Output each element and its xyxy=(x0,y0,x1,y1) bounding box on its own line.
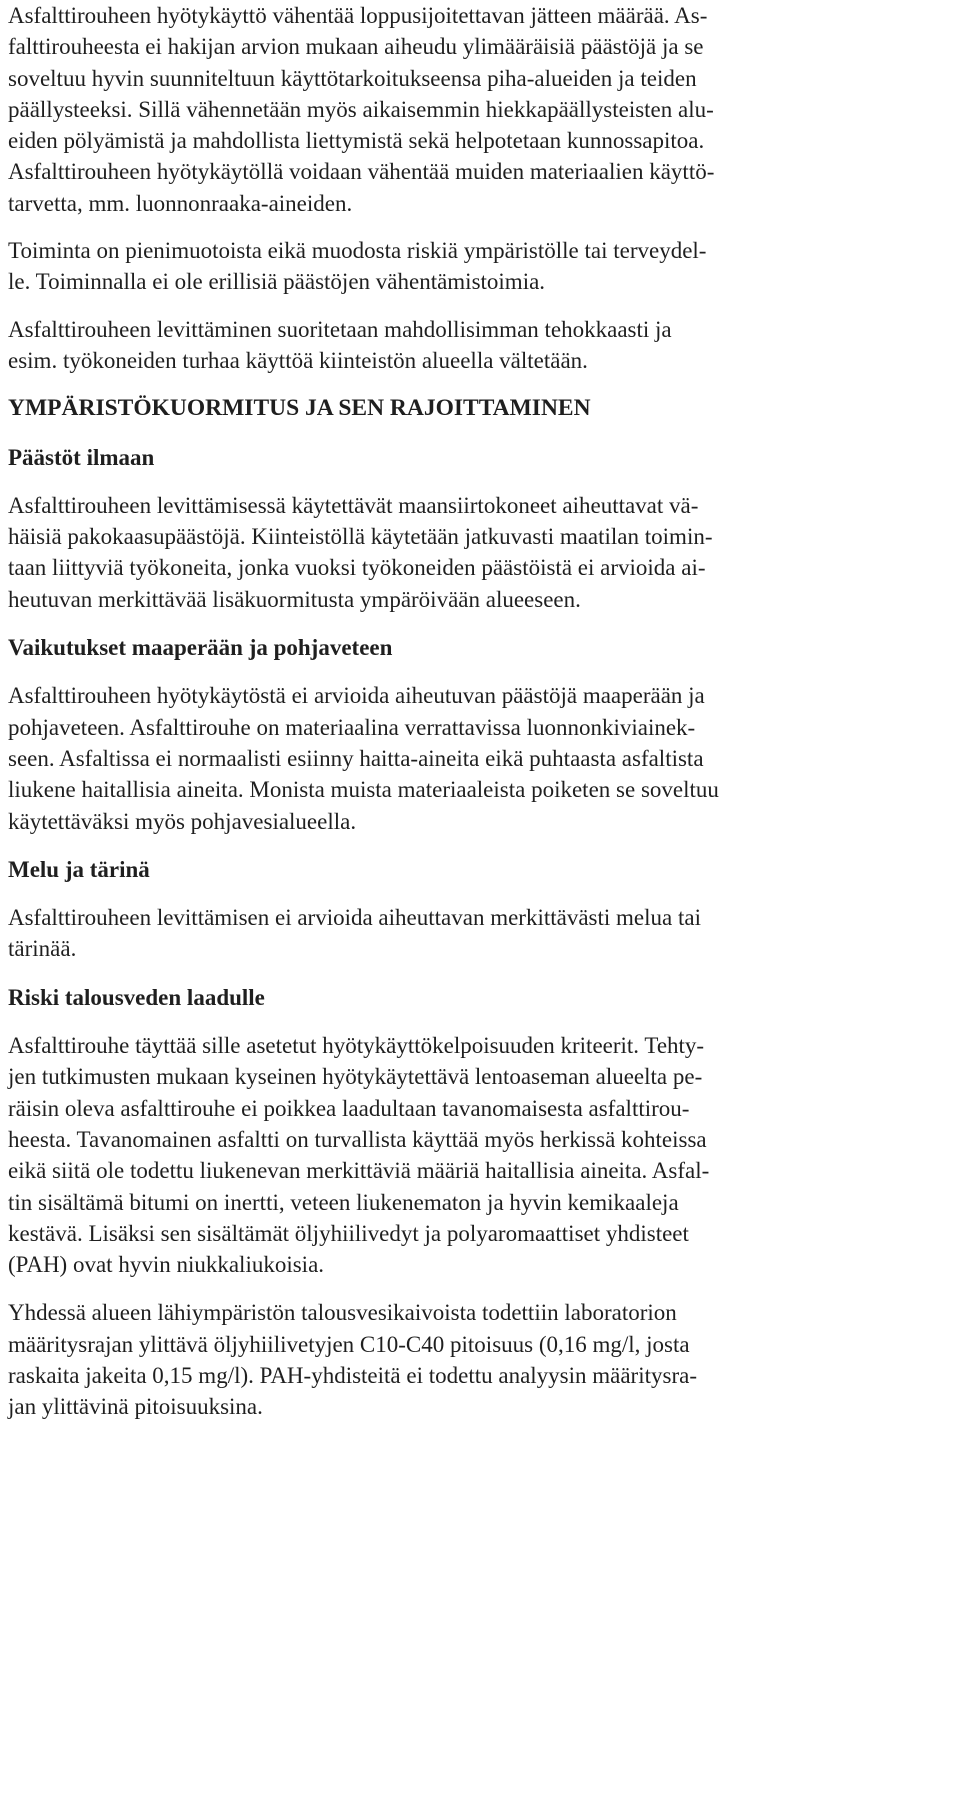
text-line: esim. työkoneiden turhaa käyttöä kiinteistön alueella vältetään. xyxy=(8,347,588,373)
section-heading-air: Päästöt ilmaan xyxy=(8,444,155,470)
text-line: tärinää. xyxy=(8,936,77,962)
text-line: Asfalttirouheen hyötykäytöllä voidaan vähentää muiden materiaalien käyttö- xyxy=(8,159,715,185)
text-line: falttirouheesta ei hakijan arvion mukaan aiheudu ylimääräisiä päästöjä ja se xyxy=(8,34,704,60)
text-line: kestävä. Lisäksi sen sisältämät öljyhiilivedyt ja polyaromaattiset yhdisteet xyxy=(8,1220,689,1246)
text-line: raskaita jakeita 0,15 mg/l). PAH-yhdisteitä ei todettu analyysin määritysra- xyxy=(8,1362,697,1388)
text-line: räisin oleva asfalttirouhe ei poikkea laadultaan tavanomaisesta asfalttirou- xyxy=(8,1095,690,1121)
text-line: jen tutkimusten mukaan kyseinen hyötykäytettävä lentoaseman alueelta pe- xyxy=(8,1064,703,1090)
text-line: le. Toiminnalla ei ole erillisiä päästöjen vähentämistoimia. xyxy=(8,269,546,295)
intro-paragraph-3 xyxy=(8,314,814,377)
text-line: heesta. Tavanomainen asfaltti on turvallista käyttää myös herkissä kohteissa xyxy=(8,1126,707,1152)
spacer xyxy=(8,965,814,982)
intro-paragraph-1 xyxy=(8,0,814,219)
spacer xyxy=(8,425,814,442)
text-line: Asfalttirouheen hyötykäyttö vähentää loppusijoitettavan jätteen määrää. As- xyxy=(8,3,708,28)
intro-paragraph-2 xyxy=(8,235,814,298)
soil-paragraph xyxy=(8,680,814,836)
text-line: pohjaveteen. Asfalttirouhe on materiaalina verrattavissa luonnonkiviainek- xyxy=(8,714,696,740)
spacer xyxy=(8,837,814,854)
water-paragraph-1 xyxy=(8,1030,814,1280)
text-line: tarvetta, mm. luonnonraaka-aineiden. xyxy=(8,190,353,216)
text-line: päällysteeksi. Sillä vähennetään myös aikaisemmin hiekkapäällysteisten alu- xyxy=(8,96,714,122)
spacer xyxy=(8,885,814,902)
main-heading: YMPÄRISTÖKUORMITUS JA SEN RAJOITTAMINEN xyxy=(8,395,591,422)
text-line: tin sisältämä bitumi on inertti, veteen liukenematon ja hyvin kemikaaleja xyxy=(8,1189,679,1215)
section-heading-soil: Vaikutukset maaperään ja pohjaveteen xyxy=(8,635,393,661)
spacer xyxy=(8,473,814,490)
spacer xyxy=(8,663,814,680)
text-line: soveltuu hyvin suunniteltuun käyttötarkoitukseensa piha-alueiden ja teiden xyxy=(8,65,697,91)
text-line: Asfalttirouheen levittämisen ei arvioida aiheuttavan merkittävästi melua tai xyxy=(8,905,701,931)
noise-paragraph xyxy=(8,902,814,965)
text-line: liukene haitallisia aineita. Monista muista materiaaleista poiketen se soveltuu xyxy=(8,777,719,803)
text-line: määritysrajan ylittävä öljyhiilivetyjen C10-C40 pitoisuus (0,16 mg/l, josta xyxy=(8,1331,690,1357)
text-line: (PAH) ovat hyvin niukkaliukoisia. xyxy=(8,1252,325,1278)
text-line: Asfalttirouhe täyttää sille asetetut hyötykäyttökelpoisuuden kriteerit. Tehty- xyxy=(8,1033,705,1059)
spacer xyxy=(8,219,814,235)
text-line: Asfalttirouheen levittämisessä käytettävät maansiirtokoneet aiheuttavat vä- xyxy=(8,492,699,518)
text-line: eiden pölyämistä ja mahdollista liettymistä sekä helpotetaan kunnossapitoa. xyxy=(8,128,705,154)
spacer xyxy=(8,1280,814,1297)
text-line: häisiä pakokaasupäästöjä. Kiinteistöllä käytetään jatkuvasti maatilan toimin- xyxy=(8,524,713,550)
air-paragraph xyxy=(8,490,814,615)
text-line: heutuvan merkittävää lisäkuormitusta ympäröivään alueeseen. xyxy=(8,586,581,612)
text-line: jan ylittävinä pitoisuuksina. xyxy=(8,1394,263,1420)
text-line: Yhdessä alueen lähiympäristön talousvesikaivoista todettiin laboratorion xyxy=(8,1300,677,1326)
section-heading-water: Riski talousveden laadulle xyxy=(8,984,265,1010)
document-page xyxy=(8,0,814,1423)
spacer xyxy=(8,1013,814,1030)
spacer xyxy=(8,298,814,314)
text-line: taan liittyviä työkoneita, jonka vuoksi työkoneiden päästöistä ei arvioida ai- xyxy=(8,555,706,581)
text-line: Toiminta on pienimuotoista eikä muodosta riskiä ympäristölle tai terveydel- xyxy=(8,238,707,264)
section-heading-noise: Melu ja tärinä xyxy=(8,856,150,882)
spacer xyxy=(8,615,814,632)
text-line: eikä siitä ole todettu liukenevan merkittäviä määriä haitallisia aineita. Asfal- xyxy=(8,1158,710,1184)
text-line: käytettäväksi myös pohjavesialueella. xyxy=(8,808,357,834)
text-line: Asfalttirouheen levittäminen suoritetaan mahdollisimman tehokkaasti ja xyxy=(8,316,672,342)
text-line: seen. Asfaltissa ei normaalisti esiinny haitta-aineita eikä puhtaasta asfaltista xyxy=(8,745,704,771)
water-paragraph-2 xyxy=(8,1297,814,1422)
spacer xyxy=(8,376,814,393)
text-line: Asfalttirouheen hyötykäytöstä ei arvioida aiheutuvan päästöjä maaperään ja xyxy=(8,683,705,709)
